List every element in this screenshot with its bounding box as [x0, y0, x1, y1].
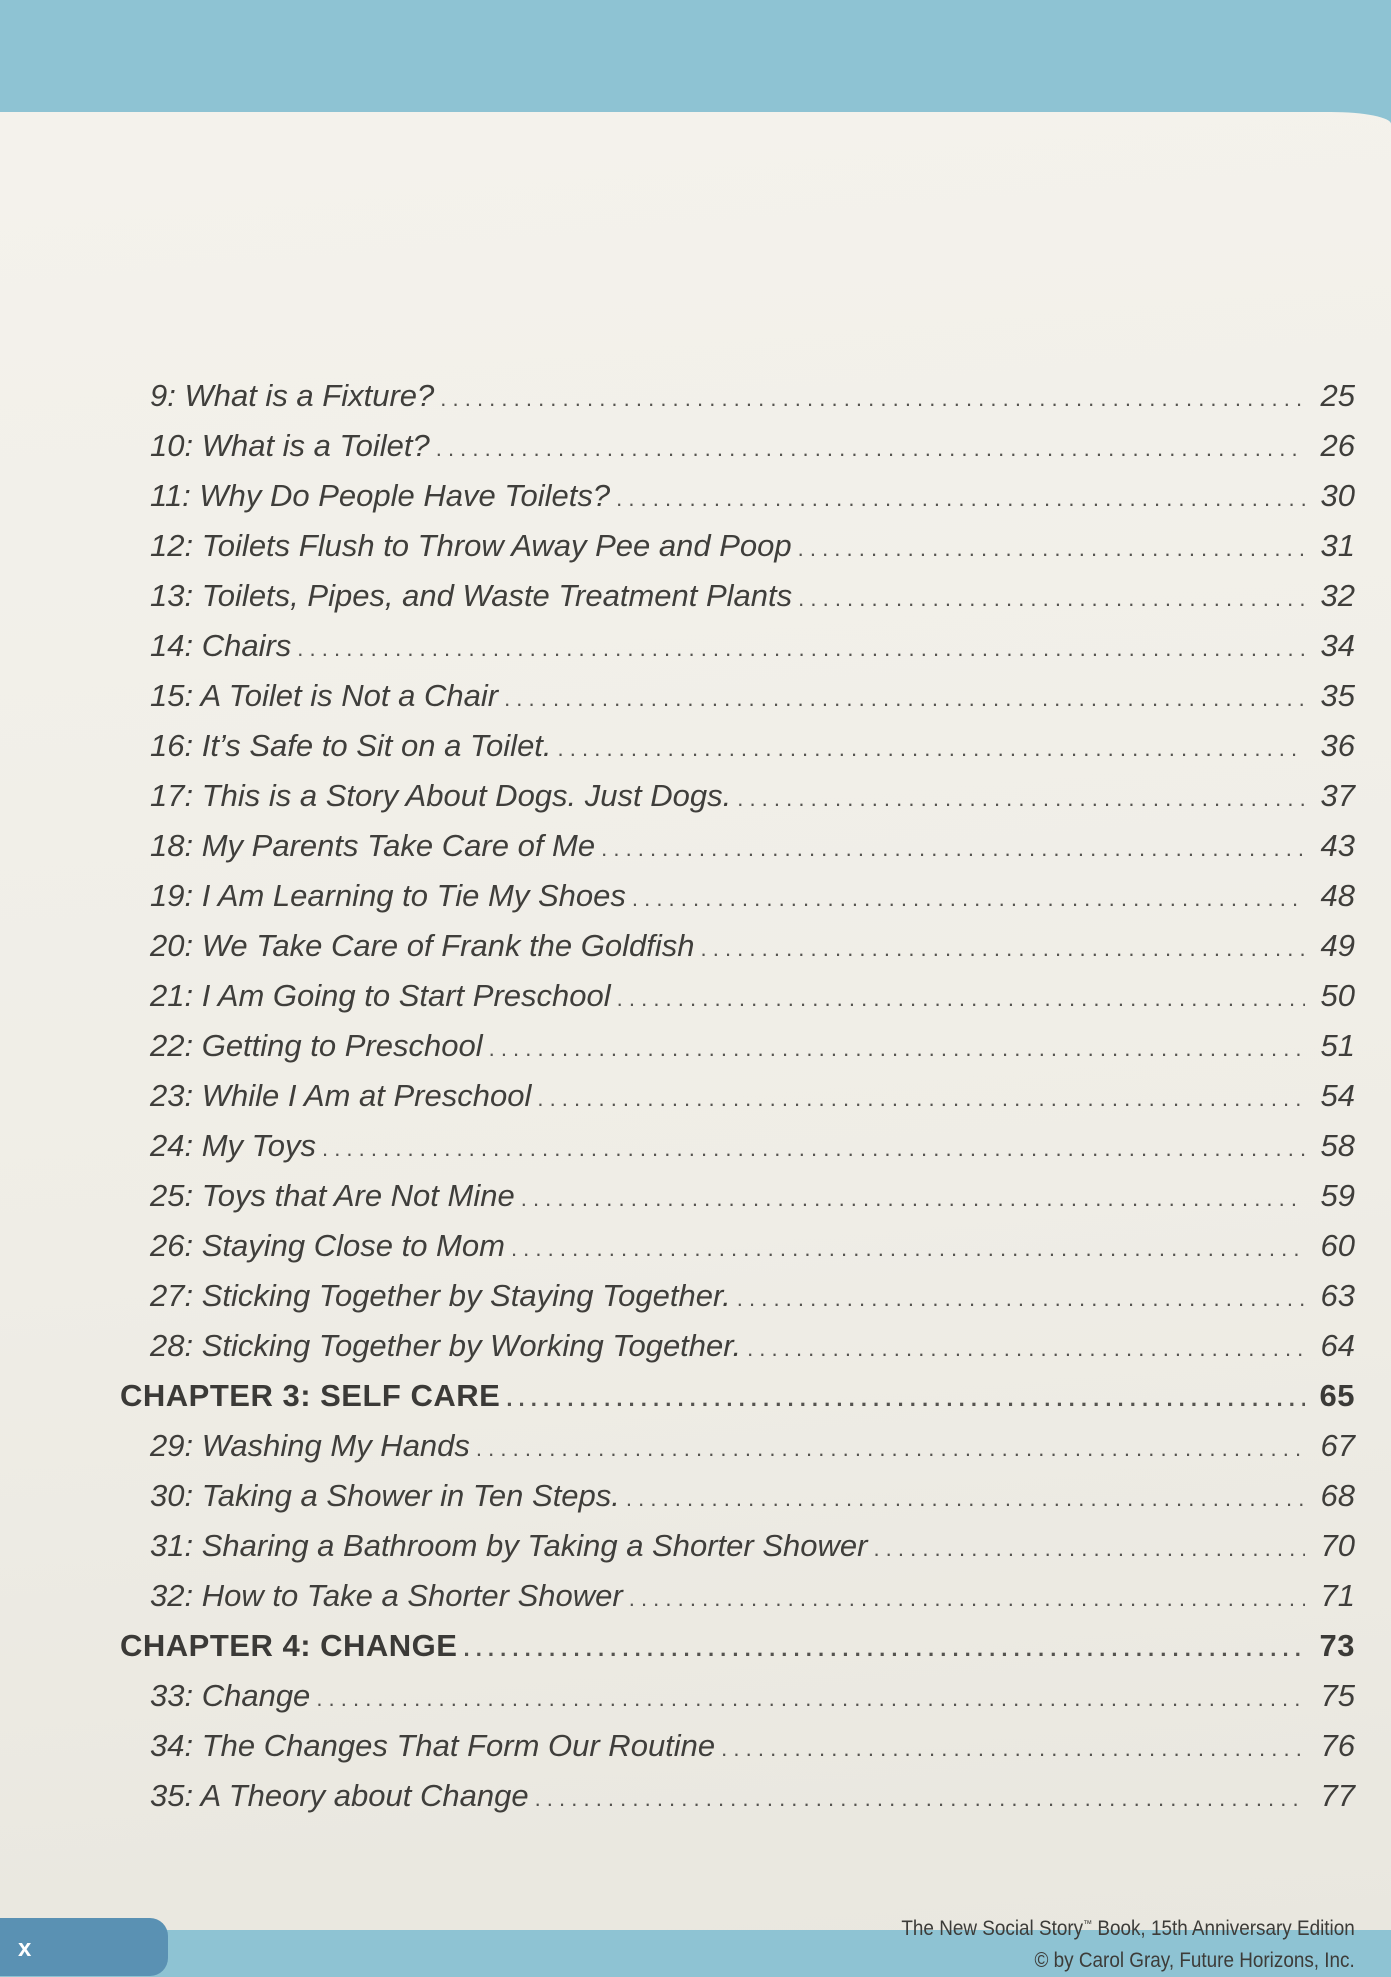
toc-leader-dots — [558, 736, 1305, 762]
toc-leader-dots — [747, 1336, 1305, 1362]
toc-entry-page: 31 — [1320, 528, 1355, 563]
toc-leader-dots — [535, 1786, 1305, 1812]
toc-entry-title: 29: Washing My Hands — [150, 1428, 470, 1463]
toc-story-entry — [120, 728, 1355, 778]
toc-leader-dots — [521, 1186, 1305, 1212]
toc-entry-page: 51 — [1320, 1028, 1355, 1063]
toc-story-entry — [120, 1428, 1355, 1478]
toc-entry-title: 21: I Am Going to Start Preschool — [150, 978, 611, 1013]
toc-entry-page: 50 — [1320, 978, 1355, 1013]
toc-entry-page: 64 — [1320, 1328, 1355, 1363]
toc-leader-dots — [322, 1136, 1305, 1162]
toc-leader-dots — [601, 836, 1305, 862]
toc-entry-page: 30 — [1320, 478, 1355, 513]
toc-entry-page: 70 — [1320, 1528, 1355, 1563]
toc-entry-page: 76 — [1320, 1728, 1355, 1763]
toc-leader-dots — [511, 1236, 1305, 1262]
toc-story-entry — [120, 1778, 1355, 1828]
page-number: x — [18, 1935, 32, 1962]
toc-story-entry — [120, 1328, 1355, 1378]
toc-entry-title: 11: Why Do People Have Toilets? — [150, 478, 611, 513]
toc-leader-dots — [504, 686, 1305, 712]
toc-entry-title: 9: What is a Fixture? — [150, 378, 435, 413]
toc-entry-title: CHAPTER 3: SELF CARE — [120, 1378, 501, 1413]
toc-entry-title: 13: Toilets, Pipes, and Waste Treatment Plants — [150, 578, 793, 613]
toc-entry-title: 15: A Toilet is Not a Chair — [150, 678, 499, 713]
toc-entry-title: 17: This is a Story About Dogs. Just Dogs. — [150, 778, 732, 813]
toc-entry-page: 34 — [1320, 628, 1355, 663]
toc-entry-page: 59 — [1320, 1178, 1355, 1213]
toc-story-entry — [120, 578, 1355, 628]
toc-leader-dots — [440, 386, 1305, 412]
toc-entry-page: 26 — [1320, 428, 1355, 463]
toc-entry-title: 25: Toys that Are Not Mine — [150, 1178, 515, 1213]
toc-entry-title: 16: It’s Safe to Sit on a Toilet. — [150, 728, 552, 763]
toc-entry-title: 28: Sticking Together by Working Together. — [150, 1328, 742, 1363]
toc-leader-dots — [297, 636, 1305, 662]
toc-story-entry — [120, 978, 1355, 1028]
toc-entry-page: 43 — [1320, 828, 1355, 863]
toc-entry-page: 36 — [1320, 728, 1355, 763]
toc-chapter-entry — [120, 1378, 1355, 1428]
toc-leader-dots — [463, 1636, 1305, 1662]
toc-leader-dots — [721, 1736, 1305, 1762]
toc-leader-dots — [537, 1086, 1305, 1112]
toc-story-entry — [120, 1128, 1355, 1178]
toc-entry-page: 73 — [1319, 1628, 1355, 1663]
footer-title-line — [902, 1909, 1355, 1945]
toc-story-entry — [120, 1028, 1355, 1078]
toc-chapter-entry — [120, 1628, 1355, 1678]
footer-title: The New Social Story — [901, 1917, 1084, 1940]
toc-entry-title: 24: My Toys — [150, 1128, 316, 1163]
toc-entry-title: 22: Getting to Preschool — [150, 1028, 483, 1063]
toc-leader-dots — [737, 786, 1305, 812]
toc-story-entry — [120, 1678, 1355, 1728]
toc-leader-dots — [616, 486, 1305, 512]
toc-entry-title: 34: The Changes That Form Our Routine — [150, 1728, 716, 1763]
toc-leader-dots — [701, 936, 1306, 962]
toc-story-entry — [120, 478, 1355, 528]
toc-entry-title: 26: Staying Close to Mom — [150, 1228, 505, 1263]
toc-leader-dots — [632, 886, 1305, 912]
toc-entry-page: 60 — [1320, 1228, 1355, 1263]
toc-story-entry — [120, 1528, 1355, 1578]
toc-leader-dots — [626, 1486, 1305, 1512]
toc-entry-page: 71 — [1320, 1578, 1355, 1613]
toc-entry-page: 75 — [1320, 1678, 1355, 1713]
toc-entry-title: CHAPTER 4: CHANGE — [120, 1628, 458, 1663]
toc-leader-dots — [506, 1386, 1305, 1412]
toc-entry-title: 20: We Take Care of Frank the Goldfish — [150, 928, 695, 963]
toc-entry-title: 19: I Am Learning to Tie My Shoes — [150, 878, 626, 913]
toc-entry-page: 58 — [1320, 1128, 1355, 1163]
toc-entry-page: 67 — [1320, 1428, 1355, 1463]
toc-story-entry — [120, 1278, 1355, 1328]
toc-story-entry — [120, 1728, 1355, 1778]
toc-story-entry — [120, 1228, 1355, 1278]
toc-entry-title: 33: Change — [150, 1678, 311, 1713]
toc-story-entry — [120, 678, 1355, 728]
toc-entry-title: 27: Sticking Together by Staying Together. — [150, 1278, 731, 1313]
toc-entry-page: 49 — [1320, 928, 1355, 963]
toc-story-entry — [120, 828, 1355, 878]
toc-entry-title: 30: Taking a Shower in Ten Steps. — [150, 1478, 620, 1513]
toc-entry-title: 23: While I Am at Preschool — [150, 1078, 532, 1113]
toc-entry-page: 54 — [1320, 1078, 1355, 1113]
toc-entry-page: 25 — [1320, 378, 1355, 413]
toc-leader-dots — [873, 1536, 1305, 1562]
toc-leader-dots — [629, 1586, 1305, 1612]
trademark-mark: ™ — [1083, 1919, 1093, 1930]
toc-entry-title: 31: Sharing a Bathroom by Taking a Shorter Shower — [150, 1528, 868, 1563]
toc-story-entry — [120, 1578, 1355, 1628]
toc-story-entry — [120, 1178, 1355, 1228]
toc-story-entry — [120, 1478, 1355, 1528]
footer-copyright: © by Carol Gray, Future Horizons, Inc. — [1034, 1949, 1355, 1972]
toc-leader-dots — [489, 1036, 1305, 1062]
footer-edition: Book, 15th Anniversary Edition — [1092, 1917, 1355, 1940]
toc-leader-dots — [436, 436, 1305, 462]
toc-story-entry — [120, 428, 1355, 478]
toc-leader-dots — [737, 1286, 1305, 1312]
toc-leader-dots — [617, 986, 1305, 1012]
toc-entry-title: 10: What is a Toilet? — [150, 428, 430, 463]
toc-story-entry — [120, 928, 1355, 978]
toc-entry-page: 48 — [1320, 878, 1355, 913]
toc-leader-dots — [798, 586, 1305, 612]
toc-entry-page: 77 — [1320, 1778, 1355, 1813]
toc-entry-title: 18: My Parents Take Care of Me — [150, 828, 596, 863]
toc-entry-page: 68 — [1320, 1478, 1355, 1513]
table-of-contents — [120, 378, 1355, 1828]
toc-entry-page: 37 — [1320, 778, 1355, 813]
toc-entry-title: 35: A Theory about Change — [150, 1778, 529, 1813]
toc-entry-page: 63 — [1320, 1278, 1355, 1313]
toc-entry-page: 65 — [1319, 1378, 1355, 1413]
toc-entry-page: 32 — [1320, 578, 1355, 613]
toc-story-entry — [120, 1078, 1355, 1128]
toc-leader-dots — [798, 536, 1305, 562]
toc-entry-title: 12: Toilets Flush to Throw Away Pee and Poop — [150, 528, 792, 563]
toc-leader-dots — [316, 1686, 1305, 1712]
toc-leader-dots — [476, 1436, 1305, 1462]
toc-story-entry — [120, 878, 1355, 928]
toc-story-entry — [120, 378, 1355, 428]
book-footer — [902, 1909, 1355, 1977]
book-page — [0, 112, 1391, 1972]
toc-entry-title: 32: How to Take a Shorter Shower — [150, 1578, 623, 1613]
toc-story-entry — [120, 628, 1355, 678]
toc-entry-page: 35 — [1320, 678, 1355, 713]
toc-entry-title: 14: Chairs — [150, 628, 292, 663]
toc-story-entry — [120, 778, 1355, 828]
toc-story-entry — [120, 528, 1355, 578]
